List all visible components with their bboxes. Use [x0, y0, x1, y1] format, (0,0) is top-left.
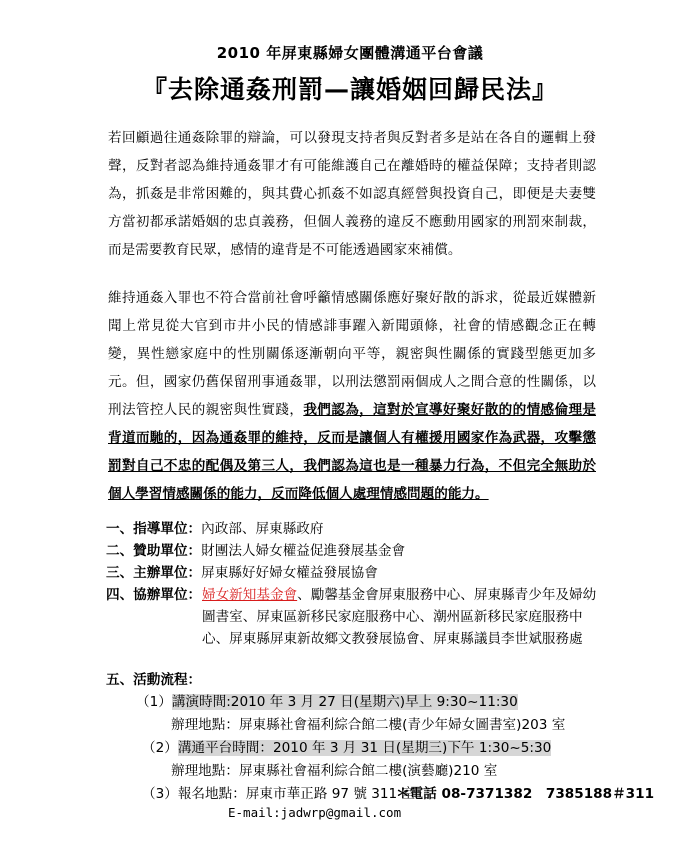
- event-title: 2010 年屏東縣婦女團體溝通平台會議: [216, 44, 484, 62]
- schedule-item-2-time: ：2010 年 3 月 31 日(星期三)下午 1:30~5:30: [259, 740, 552, 756]
- schedule-item-3: [142, 782, 415, 802]
- organizer-sponsor: [106, 540, 606, 562]
- organizer-host: [106, 562, 606, 584]
- organizer-guidance-value: 內政部、屏東縣政府: [201, 521, 324, 537]
- schedule-item-3-number: （3）: [142, 786, 178, 802]
- co-organizer-link[interactable]: 婦女新知基金會: [202, 587, 298, 603]
- schedule-heading: 五、活動流程：: [106, 672, 202, 688]
- contact-phone: ＊電話 08-7371382 7385188＃311: [396, 786, 655, 802]
- contact-email[interactable]: E-mail:jadwrp@gmail.com: [228, 805, 402, 820]
- topic-title: 『去除通姦刑罰—讓婚姻回歸民法』: [141, 75, 558, 104]
- co-organizer-rest: 、勵馨基金會屏東服務中心、屏東縣青少年及婦幼圖書室、屏東區新移民家庭服務中心、潮州區新移民家庭服務中心、屏東縣屏東新故鄉文教發展協會、屏東縣議員李世斌服務處: [202, 587, 597, 647]
- organizer-host-value: 屏東縣好好婦女權益發展協會: [201, 565, 378, 581]
- schedule-item-2-number: （2）: [142, 740, 178, 756]
- schedule-item-1-label: 講演時間: [171, 694, 227, 710]
- co-organizer-label: 四、協辦單位：: [106, 587, 202, 603]
- co-organizer-list: [202, 584, 602, 650]
- schedule-item-2-label: 溝通平台時間: [177, 740, 260, 756]
- schedule-item-1-place: 辦理地點：屏東縣社會福利綜合館二樓(青少年婦女圖書室)203 室: [171, 717, 566, 733]
- schedule-item-3-text: 報名地點：屏東市華正路 97 號 311 室: [177, 786, 416, 802]
- schedule-item-1-number: （1）: [136, 694, 172, 710]
- organizer-sponsor-value: 財團法人婦女權益促進發展基金會: [201, 543, 406, 559]
- schedule-item-2: [142, 736, 551, 756]
- schedule-item-1: [136, 690, 518, 710]
- paragraph-2: [108, 284, 596, 508]
- co-organizer-label-row: [106, 584, 206, 606]
- organizer-sponsor-label: 二、贊助單位：: [106, 543, 202, 559]
- organizer-guidance: [106, 518, 606, 540]
- paragraph-2-text: 維持通姦入罪也不符合當前社會呼籲情感關係應好聚好散的訴求，從最近媒體新聞上常見從大官到市井小民的情感誹事躍入新聞頭條，社會的情感觀念正在轉變，異性戀家庭中的性別關係逐漸朝向平等，親密與性關係的實踐型態更加多元。但，國家仍舊保留刑事通姦罪，以刑法懲罰兩個成人之間合意的性關係，以刑法管控人民的親密與性實踐，: [108, 290, 596, 418]
- paragraph-2-emphasis: 我們認為，這對於宣導好聚好散的的情感倫理是背道而馳的，因為通姦罪的維持，反而是讓個人有權援用國家作為武器，攻擊懲罰對自己不忠的配偶及第三人，我們認為這也是一種暴力行為，不但完全無助於個人學習情感關係的能力，反而降低個人處理情感問題的能力。: [108, 402, 596, 502]
- paragraph-1: 若回顧過往通姦除罪的辯論，可以發現支持者與反對者多是站在各自的邏輯上發聲，反對者認為維持通姦罪才有可能維護自己在離婚時的權益保障；支持者則認為，抓姦是非常困難的，與其費心抓姦不如認真經營與投資自己，即便是夫妻雙方當初都承諾婚姻的忠貞義務，但個人義務的違反不應動用國家的刑罰來制裁，而是需要教育民眾，感情的違背是不可能透過國家來補償。: [108, 130, 596, 258]
- organizer-host-label: 三、主辦單位：: [106, 565, 202, 581]
- organizer-guidance-label: 一、指導單位：: [106, 521, 202, 537]
- schedule-item-1-time: :2010 年 3 月 27 日(星期六)早上 9:30~11:30: [226, 694, 518, 710]
- schedule-item-2-place: 辦理地點：屏東縣社會福利綜合館二樓(演藝廳)210 室: [171, 763, 498, 779]
